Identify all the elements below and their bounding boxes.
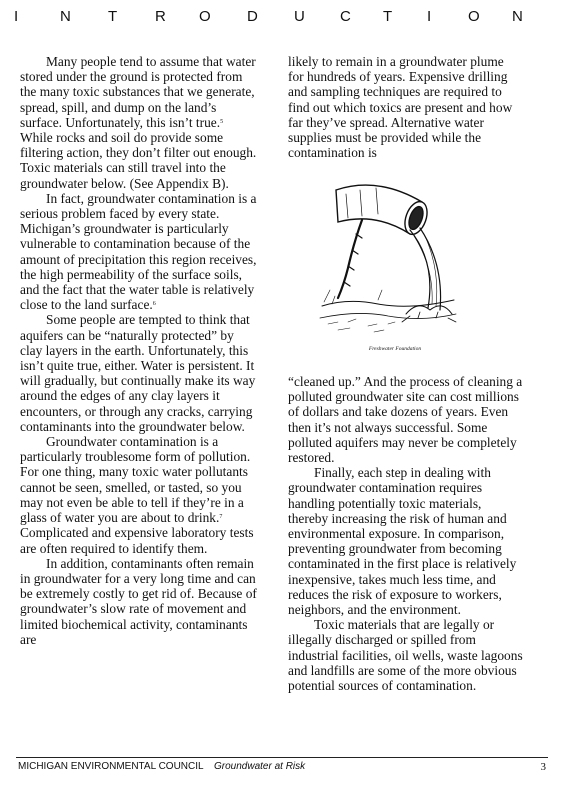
header-letter: O — [468, 8, 480, 25]
footnote-marker: 5 — [220, 118, 224, 125]
header-letter: U — [294, 8, 305, 25]
illustration-caption: Freshwater Foundation — [368, 346, 422, 352]
paragraph: likely to remain in a groundwater plume for hundreds of years. Expensive drilling and sampling techniques are required to find out which toxics are present and how far they’ve spread. Alternative water supplies must be provided while the contamination is — [288, 54, 513, 161]
section-header — [0, 8, 563, 30]
footer-publication-title: Groundwater at Risk — [214, 761, 306, 772]
header-letter: T — [383, 8, 393, 25]
paragraph — [20, 191, 257, 313]
header-letter: R — [155, 8, 166, 25]
paragraph-text: In fact, groundwater contamination is a serious problem faced by every state. Michigan’s groundwater is particularly vulnerable to contamination because of the amount of precipitation this region receives, the high permeability of the surface soils, and the fact that the water table is relatively close to the land surface. — [20, 190, 257, 313]
paragraph — [20, 312, 257, 434]
header-letter: I — [427, 8, 432, 25]
paragraph-text: Many people tend to assume that water stored under the ground is protected from the many toxic substances that we generate, spread, spill, and dump on the land’s surface. Unfortunately, this isn’t true. — [20, 54, 256, 130]
paragraph: Toxic materials that are legally or illegally discharged or spilled from industrial facilities, oil wells, waste lagoons and landfills are some of the more obvious potential sources of contamination. — [288, 617, 523, 694]
page-number: 3 — [540, 761, 546, 773]
footnote-marker: 7 — [219, 514, 223, 521]
footer-organization: MICHIGAN ENVIRONMENTAL COUNCIL — [18, 761, 204, 772]
paragraph — [20, 434, 257, 556]
paragraph-text: While rocks and soil do provide some filtering action, they don’t filter out enough. Toxic materials can still travel into the groundwater below. (See Appendix B). — [20, 130, 257, 191]
header-letter: N — [60, 8, 71, 25]
paragraph: “cleaned up.” And the process of cleaning a polluted groundwater site can cost millions of dollars and take dozens of years. Even then it’s not always successful. Some polluted aquifers may never be completely restored. — [288, 374, 523, 466]
footnote-marker: 6 — [152, 301, 156, 308]
header-letter: C — [340, 8, 351, 25]
header-letter: O — [199, 8, 211, 25]
paragraph-text: Groundwater contamination is a particularly troublesome form of pollution. For one thing, many toxic water pollutants cannot be seen, smelled, or tasted, so you may not even be able to tell if they’re in a glass of water you are about to drink. — [20, 434, 251, 526]
left-column — [20, 54, 257, 647]
paragraph — [20, 54, 257, 191]
right-column-top — [288, 54, 518, 160]
paragraph-text: Complicated and expensive laboratory tests are often required to identify them. — [20, 525, 254, 556]
pipe-discharge-illustration — [318, 172, 458, 340]
footer-divider — [16, 757, 548, 758]
header-letter: T — [108, 8, 118, 25]
header-letter: I — [14, 8, 19, 25]
paragraph: Finally, each step in dealing with groundwater contamination requires handling potentially toxic materials, thereby increasing the risk of human and environmental exposure. In comparison, preventing groundwater from becoming contaminated in the first place is relatively inexpensive, takes much less time, and reduces the risk of exposure to workers, neighbors, and the environment. — [288, 465, 517, 618]
header-letter: D — [247, 8, 258, 25]
paragraph-text: In addition, contaminants often remain in groundwater for a very long time and can be extremely costly to get rid of. Because of groundwater’s slow rate of movement and limited biochemical activity, contaminants are — [20, 555, 257, 647]
header-letter: N — [512, 8, 523, 25]
right-column-bottom — [288, 374, 524, 693]
page-footer — [18, 761, 548, 775]
paragraph — [20, 556, 257, 647]
paragraph-text: Some people are tempted to think that aquifers can be “naturally protected” by clay layers in the earth. Unfortunately, this isn’t quite true, either. Water is persistent. It will gradually, but continually make its way around the edges of any clay layers it encounters, or through any cracks, carrying contaminants into the groundwater below. — [20, 312, 256, 434]
